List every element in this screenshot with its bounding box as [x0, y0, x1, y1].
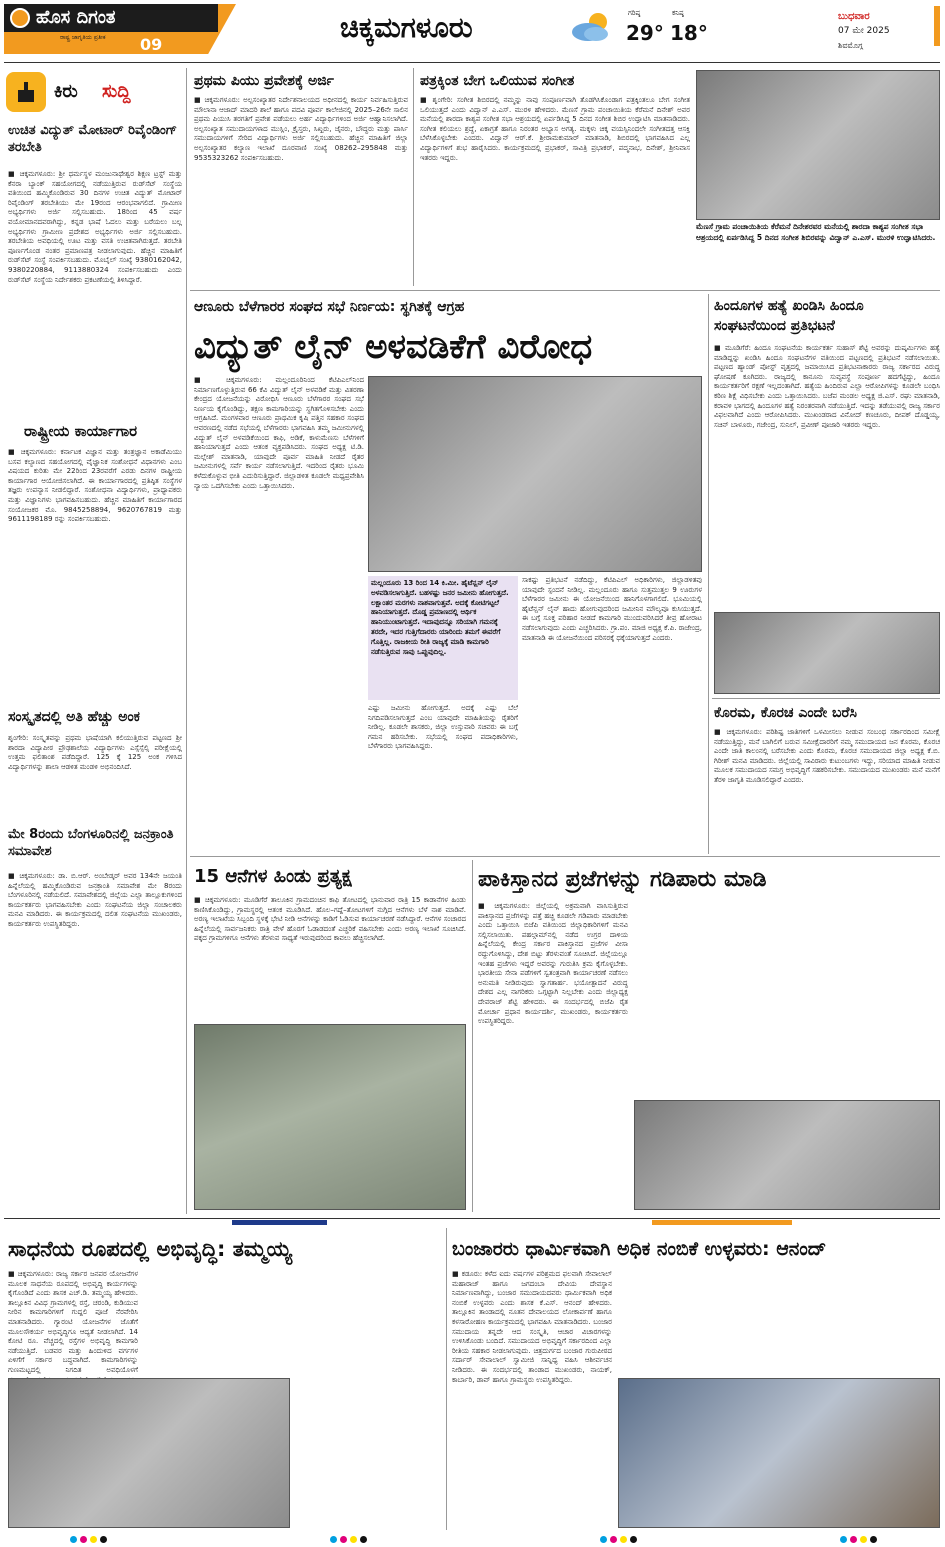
banjara-photo: [618, 1378, 940, 1528]
col1-story1-body: ■ ಚಿಕ್ಕಮಗಳೂರು: ಶ್ರೀ ಧರ್ಮಸ್ಥಳ ಮಂಜುನಾಥೇಶ್ವರ ಶಿಕ್ಷಣ ಟ್ರಸ್ಟ್ ಮತ್ತು ಕೆನರಾ ಬ್ಯಾಂಕ್ ಸಹಯೋಗದಲ್ಲಿ ನಡೆಯುತ್ತಿರುವ ರುಡ್‌ಸೆಟ್ ಸಂಸ್ಥೆಯ ವತಿಯಿಂದ ಹಮ್ಮಿಕೊಂಡಿರುವ 30 ದಿನಗಳ ಉಚಿತ ವಿದ್ಯುತ್ ಮೋಟಾರ್ ರಿವೈಂಡಿಂಗ್ ತರಬೇತಿಯು ಮೇ 19ರಂದ ಆರಂಭವಾಗಲಿದೆ. ಗ್ರಾಮೀಣ ಅಭ್ಯರ್ಥಿಗಳು ಅರ್ಜಿ ಸಲ್ಲಿಸಬಹುದು. 18ರಿಂದ 45 ವರ್ಷ ವಯೋಮಾನದವರಾಗಿದ್ದು, ಕನ್ನಡ ಭಾಷೆ ಓದಲು ಮತ್ತು ಬರೆಯಲು ಬಲ್ಲ ಅಭ್ಯರ್ಥಿಗಳು ಗ್ರಾಮೀಣ ಪ್ರದೇಶದ ಅಭ್ಯರ್ಥಿಗಳು ಅರ್ಜಿ ಸಲ್ಲಿಸಬಹುದು. ತರಬೇತಿಯ ಅವಧಿಯಲ್ಲಿ ಊಟ ಮತ್ತು ವಸತಿ ಉಚಿತವಾಗಿರುತ್ತದೆ. ತರಬೇತಿ ಪೂರ್ಣಗೊಂಡ ನಂತರ ಪ್ರಮಾಣಪತ್ರ ನೀಡಲಾಗುವುದು. ಹೆಚ್ಚಿನ ಮಾಹಿತಿಗೆ ರುಡ್‌ಸೆಟ್ ಸಂಸ್ಥೆ ಸಂಪರ್ಕಿಸಬಹುದು. ಮೊಬೈಲ್ ಸಂಖ್ಯೆ 9380162042, 9380220884, 9113880324 ಸಂಪರ್ಕಿಸಬಹುದು ಎಂದು ರುಡ್‌ಸೆಟ್ ಸಂಸ್ಥೆಯ ನಿರ್ದೇಶಕರು ಪ್ರಕಟಣೆಯಲ್ಲಿ ತಿಳಿಸಿದ್ದಾರೆ.: [8, 170, 182, 284]
brand-tagline: ರಾಷ್ಟ್ರ ಜಾಗೃತಿಯ ಪ್ರತೀಕ: [60, 34, 106, 41]
hindu-title: ಹಿಂದೂಗಳ ಹತ್ಯೆ ಖಂಡಿಸಿ ಹಿಂದೂ ಸಂಘಟನೆಯಿಂದ ಪ್ರತಿಭಟನೆ: [714, 298, 864, 334]
music-body: ■ ಶೃಂಗೇರಿ: ಸಂಗೀತ ಶಿಬಿರದಲ್ಲಿ ನಮ್ಮನ್ನು ನಾವು ಸಂಪೂರ್ಣವಾಗಿ ತೊಡಗಿಸಿಕೊಂಡಾಗ ಪತ್ರಕ್ಕಿಂತಲೂ ಬೇಗ ಸಂಗೀತ ಒಲಿಯುತ್ತದೆ ಎಂದು ವಿದ್ವಾನ್ ಎ.ಎಸ್. ಮುರಳಿ ಹೇಳಿದರು. ಮೆಣಸೆ ಗ್ರಾಮ ಪಂಚಾಯಿತಿಯ ಕೆರೆಮನೆ ದಿನೇಶ್ ಅವರ ಮನೆಯಲ್ಲಿ ಶಾರದಾ ಕಾಶ್ಯಪ ಸಂಗೀತ ಸಭಾ ಆಶ್ರಯದಲ್ಲಿ ಏರ್ಪಡಿಸಿದ್ದ 5 ದಿನದ ಸಂಗೀತ ಶಿಬಿರ ಉದ್ಘಾಟಿಸಿ ಮಾತನಾಡಿದರು. ಸಂಗೀತ ಕಲಿಯಲು ಶ್ರದ್ಧೆ, ಏಕಾಗ್ರತೆ ಹಾಗೂ ನಿರಂತರ ಅಭ್ಯಾಸ ಅಗತ್ಯ. ಮಕ್ಕಳು ಚಿಕ್ಕ ವಯಸ್ಸಿನಿಂದಲೇ ಸಂಗೀತದತ್ತ ಆಸಕ್ತಿ ಬೆಳೆಸಿಕೊಳ್ಳಬೇಕು ಎಂದರು. ವಿದ್ವಾನ್ ಆರ್.ಕೆ. ಶ್ರೀರಾಮಕುಮಾರ್ ಮಾತನಾಡಿ, ಶಿಬಿರದಲ್ಲಿ ಭಾಗವಹಿಸಿದ ಎಲ್ಲ ವಿದ್ಯಾರ್ಥಿಗಳಿಗೆ ಶುಭ ಹಾರೈಸಿದರು. ಕಾರ್ಯಕ್ರಮದಲ್ಲಿ ಪ್ರಭಾಕರ್, ಸಾವಿತ್ರಿ ಪ್ರಭಾಕರ್, ಪದ್ಮನಾಭ, ದಿನೇಶ್, ಶ್ರೀನಿವಾಸ ಇತರರು ಇದ್ದರು.: [420, 96, 690, 162]
hindu-body: ■ ಮೂಡಿಗೆರೆ: ಹಿಂದೂ ಸಂಘಟನೆಯ ಕಾರ್ಯಕರ್ತ ಸುಹಾಸ್ ಶೆಟ್ಟಿ ಅವರನ್ನು ದುಷ್ಕರ್ಮಿಗಳು ಹತ್ಯೆ ಮಾಡಿದ್ದನ್ನು ಖಂಡಿಸಿ ಹಿಂದೂ ಸಂಘಟನೆಗಳ ವತಿಯಿಂದ ಪಟ್ಟಣದಲ್ಲಿ ಪ್ರತಿಭಟನೆ ನಡೆಸಲಾಯಿತು. ಪಟ್ಟಣದ ಹ್ಯಾಂಡ್ ಪೋಸ್ಟ್ ವೃತ್ತದಲ್ಲಿ ಜಮಾಯಿಸಿದ ಪ್ರತಿಭಟನಾಕಾರರು ರಾಜ್ಯ ಸರ್ಕಾರದ ವಿರುದ್ಧ ಘೋಷಣೆ ಕೂಗಿದರು. ರಾಜ್ಯದಲ್ಲಿ ಕಾನೂನು ಸುವ್ಯವಸ್ಥೆ ಸಂಪೂರ್ಣ ಹದಗೆಟ್ಟಿದ್ದು, ಹಿಂದೂ ಕಾರ್ಯಕರ್ತರಿಗೆ ರಕ್ಷಣೆ ಇಲ್ಲದಂತಾಗಿದೆ. ಹತ್ಯೆಯ ಹಿಂದಿರುವ ಎಲ್ಲಾ ಆರೋಪಿಗಳನ್ನು ಕೂಡಲೇ ಬಂಧಿಸಿ ಕಠಿಣ ಶಿಕ್ಷೆ ವಿಧಿಸಬೇಕು ಎಂದು ಒತ್ತಾಯಿಸಿದರು. ಬಜೆಪ ಮಂಡಲ ಅಧ್ಯಕ್ಷ ಜಿ.ಎಸ್. ರಘು ಮಾತನಾಡಿ, ಕರಾವಳಿ ಭಾಗದಲ್ಲಿ ಹಿಂದೂಗಳ ಹತ್ಯೆ ನಿರಂತರವಾಗಿ ನಡೆಯುತ್ತಿದೆ. ಇದನ್ನು ತಡೆಯುವಲ್ಲಿ ರಾಜ್ಯ ಸರ್ಕಾರ ವಿಫಲವಾಗಿದೆ ಎಂದು ಆರೋಪಿಸಿದರು. ಮುಖಂಡರಾದ ವಿನೋದ್ ಕಣಚೂರು, ದೀಪಕ್ ದೊಡ್ಡಯ್ಯ, ಸಚಿನ್ ಬಾಳೂರು, ಗಜೇಂದ್ರ, ಸುನಿಲ್, ಪ್ರವೀಣ್ ಪೂಜಾರಿ ಇತರರು ಇದ್ದರು.: [714, 344, 940, 429]
pak-title: ಪಾಕಿಸ್ತಾನದ ಪ್ರಜೆಗಳನ್ನು ಗಡಿಪಾರು ಮಾಡಿ: [478, 867, 767, 892]
masthead-rule: [4, 62, 940, 63]
kiru-suddi-badge: [6, 70, 166, 114]
banjara-title: ಬಂಜಾರರು ಧಾರ್ಮಿಕವಾಗಿ ಅಧಿಕ ನಂಬಿಕೆ ಉಳ್ಳವರು: ಆನಂದ್: [452, 1238, 827, 1260]
pu-title: ಪ್ರಥಮ ಪಿಯು ಪ್ರವೇಶಕ್ಕೆ ಅರ್ಜಿ: [194, 73, 334, 89]
lead-headline: ವಿದ್ಯುತ್ ಲೈನ್ ಅಳವಡಿಕೆಗೆ ವಿರೋಧ: [194, 327, 593, 367]
col1-divider: [186, 68, 187, 1214]
max-temp-label: ಗರಿಷ್ಠ: [628, 9, 641, 17]
bottom-accent-blue: [232, 1220, 327, 1225]
min-temp-label: ಕನಿಷ್ಠ: [672, 9, 684, 17]
elephants-title: 15 ಆನೆಗಳ ಹಿಂಡು ಪ್ರತ್ಯಕ್ಷ: [194, 866, 352, 887]
lead-body-a: ■ ಚಿಕ್ಕಮಗಳೂರು: ಮಲ್ಲಂದೂರಿನಿಂದ ಕೆಟಿಪಿಎಲ್‌ನಿಂದ ನಿರ್ಮಾಣಗೊಳ್ಳುತ್ತಿರುವ 66 ಕೆವಿ ವಿದ್ಯುತ್ ಲೈನ್ ಅಳವಡಿಕೆ ಮತ್ತು ವಿತರಣಾ ಕೇಂದ್ರದ ಯೋಜನೆಯನ್ನು ವಿರೋಧಿಸಿ ಆಣೂರು ಬೆಳೆಗಾರರ ಸಂಘದ ಸಭೆ ನಿರ್ಣಯ ಕೈಗೊಂಡಿದ್ದು, ತಕ್ಷಣ ಕಾಮಗಾರಿಯನ್ನು ಸ್ಥಗಿತಗೊಳಿಸಬೇಕು ಎಂದು ಆಗ್ರಹಿಸಿದೆ. ಮಂಗಳವಾರ ಆಣೂರು ಪ್ರಾಥಮಿಕ ಕೃಷಿ ಪತ್ತಿನ ಸಹಕಾರ ಸಂಘದ ಆವರಣದಲ್ಲಿ ನಡೆದ ಸಭೆಯಲ್ಲಿ ಬೆಳೆಗಾರರು ಭಾಗವಹಿಸಿ ತಮ್ಮ ಜಮೀನುಗಳಲ್ಲಿ ವಿದ್ಯುತ್ ಲೈನ್ ಅಳವಡಿಕೆಯಿಂದ ಕಾಫಿ, ಅಡಿಕೆ, ಕಾಳುಮೆಣಸು ಬೆಳೆಗಳಿಗೆ ಹಾನಿಯಾಗುತ್ತದೆ ಎಂದು ಆತಂಕ ವ್ಯಕ್ತಪಡಿಸಿದರು. ಸಂಘದ ಅಧ್ಯಕ್ಷ ಟಿ.ಡಿ. ಮಲ್ಲೇಶ್ ಮಾತನಾಡಿ, ಯಾವುದೇ ಪೂರ್ವ ಮಾಹಿತಿ ನೀಡದೆ ರೈತರ ಜಮೀನುಗಳಲ್ಲಿ ಸರ್ವೆ ಕಾರ್ಯ ನಡೆಸಲಾಗುತ್ತಿದೆ. ಇದರಿಂದ ರೈತರು ಭೂಮಿ ಕಳೆದುಕೊಳ್ಳುವ ಭೀತಿ ಎದುರಿಸುತ್ತಿದ್ದಾರೆ. ಜಿಲ್ಲಾಡಳಿತ ಕೂಡಲೇ ಮಧ್ಯಪ್ರವೇಶಿಸಿ ನ್ಯಾಯ ಒದಗಿಸಬೇಕು ಎಂದು ಒತ್ತಾಯಿಸಿದರು.: [194, 376, 364, 490]
col1-story3-title: ಸಂಸ್ಕೃತದಲ್ಲಿ ಅತಿ ಹೆಚ್ಚು ಅಂಕ: [8, 709, 140, 725]
brand-name: ಹೊಸ ದಿಗಂತ: [36, 7, 116, 28]
city-name: ಚಿಕ್ಕಮಗಳೂರು: [340, 11, 473, 44]
max-temp: 29°: [626, 21, 664, 45]
col1-story4-body: ■ ಚಿಕ್ಕಮಗಳೂರು: ಡಾ. ಬಿ.ಆರ್. ಅಂಬೇಡ್ಕರ್ ಅವರ 134ನೇ ಜಯಂತಿ ಹಿನ್ನೆಲೆಯಲ್ಲಿ ಹಮ್ಮಿಕೊಂಡಿರುವ ಜನಕ್ರಾಂತಿ ಸಮಾವೇಶ ಮೇ 8ರಂದು ಬೆಂಗಳೂರಿನಲ್ಲಿ ನಡೆಯಲಿದೆ. ಸಮಾವೇಶದಲ್ಲಿ ಜಿಲ್ಲೆಯ ಎಲ್ಲಾ ತಾಲ್ಲೂಕುಗಳಿಂದ ಕಾರ್ಯಕರ್ತರು ಭಾಗವಹಿಸಬೇಕು ಎಂದು ಸಂಘಟನೆಯ ಜಿಲ್ಲಾ ಸಂಚಾಲಕರು ಮನವಿ ಮಾಡಿದರು. ಈ ಕಾರ್ಯಕ್ರಮದಲ್ಲಿ ದಲಿತ ಸಂಘಟನೆಯ ಮುಖಂಡರು, ಕಾರ್ಯಕರ್ತರು ಉಪಸ್ಥಿತರಿದ್ದರು.: [8, 872, 182, 928]
masthead-accent-bar: [934, 6, 940, 46]
mid-band-rule: [190, 856, 940, 857]
koram-title: ಕೊರಮ, ಕೊರಚ ಎಂದೇ ಬರೆಸಿ: [714, 705, 857, 721]
col1-story2-body: ■ ಚಿಕ್ಕಮಗಳೂರು: ಕರ್ನಾಟಕ ವಿಜ್ಞಾನ ಮತ್ತು ತಂತ್ರಜ್ಞಾನ ಅಕಾಡೆಮಿಯು ಬಸವ ಕಲ್ಯಾಣದ ಸಹಯೋಗದಲ್ಲಿ ವೈಜ್ಞಾನಿಕ ಸಂಶೋಧನೆ ವಿಧಾನಗಳು ಎಂಬ ವಿಷಯದ ಕುರಿತು ಮೇ 22ರಿಂದ 23ರವರೆಗೆ ಎರಡು ದಿನಗಳ ರಾಷ್ಟ್ರೀಯ ಕಾರ್ಯಾಗಾರ ಆಯೋಜಿಸಲಾಗಿದೆ. ಈ ಕಾರ್ಯಾಗಾರದಲ್ಲಿ ಪ್ರತಿಷ್ಠಿತ ಸಂಸ್ಥೆಗಳ ತಜ್ಞರು ಉಪನ್ಯಾಸ ನೀಡಲಿದ್ದಾರೆ. ಸಂಶೋಧನಾ ವಿದ್ಯಾರ್ಥಿಗಳು, ಪ್ರಾಧ್ಯಾಪಕರು ಮತ್ತು ವಿಜ್ಞಾನಿಗಳು ಭಾಗವಹಿಸಬಹುದು. ಹೆಚ್ಚಿನ ಮಾಹಿತಿಗೆ ಕಾರ್ಯಾಗಾರದ ಸಂಯೋಜಕರ ಮೊ. 9845258894, 9620767819 ಮತ್ತು 9611198189 ರನ್ನು ಸಂಪರ್ಕಿಸಬಹುದು.: [8, 448, 182, 524]
top-band-rule: [190, 290, 940, 291]
hindu-photo: [714, 612, 940, 694]
suddi-label: ಸುದ್ದಿ: [102, 81, 131, 102]
banjara-body: ■ ಕಡೂರು: ಕಳೆದ ಐದು ವರ್ಷಗಳ ಪರಿಶ್ರಮದ ಫಲವಾಗಿ ಸೇವಾಲಾಲ್ ಮಹಾರಾಜ್ ಹಾಗೂ ಜಗದಂಬಾ ದೇವಿಯ ದೇವಸ್ಥಾನ ನಿರ್ಮಾಣವಾಗಿದ್ದು, ಬಂಜಾರ ಸಮುದಾಯದವರು ಧಾರ್ಮಿಕವಾಗಿ ಅಧಿಕ ನಂಬಿಕೆ ಉಳ್ಳವರು ಎಂದು ಶಾಸಕ ಕೆ.ಎಸ್. ಆನಂದ್ ಹೇಳಿದರು. ತಾಲ್ಲೂಕಿನ ತಾಂಡಾದಲ್ಲಿ ನೂತನ ದೇವಾಲಯದ ಲೋಕಾರ್ಪಣೆ ಹಾಗೂ ಕಳಸಾರೋಹಣ ಕಾರ್ಯಕ್ರಮದಲ್ಲಿ ಭಾಗವಹಿಸಿ ಮಾತನಾಡಿದರು. ಬಂಜಾರ ಸಮುದಾಯ ತನ್ನದೇ ಆದ ಸಂಸ್ಕೃತಿ, ಆಚಾರ ವಿಚಾರಗಳನ್ನು ಉಳಿಸಿಕೊಂಡು ಬಂದಿದೆ. ಸಮುದಾಯದ ಅಭಿವೃದ್ಧಿಗೆ ಸರ್ಕಾರದಿಂದ ಎಲ್ಲಾ ರೀತಿಯ ಸಹಕಾರ ನೀಡಲಾಗುವುದು. ಚಿತ್ರದುರ್ಗದ ಬಂಜಾರ ಗುರುಪೀಠದ ಸರ್ದಾರ್ ಸೇವಾಲಾಲ್ ಸ್ವಾಮೀಜಿ ಸಾನ್ನಿಧ್ಯ ವಹಿಸಿ ಆಶೀರ್ವಚನ ನೀಡಿದರು. ಈ ಸಂದರ್ಭದಲ್ಲಿ ತಾಂಡಾದ ಮುಖಂಡರು, ನಾಯಕ್, ಕಾರ್ಬಾರಿ, ಡಾವ್ ಹಾಗೂ ಗ್ರಾಮಸ್ಥರು ಉಪಸ್ಥಿತರಿದ್ದರು.: [452, 1270, 612, 1384]
dev-body: ■ ಚಿಕ್ಕಮಗಳೂರು: ರಾಜ್ಯ ಸರ್ಕಾರ ಜನಪರ ಯೋಜನೆಗಳ ಮೂಲಕ ಸಾಧನೆಯ ರೂಪದಲ್ಲಿ ಅಭಿವೃದ್ಧಿ ಕಾರ್ಯಗಳನ್ನು ಕೈಗೊಂಡಿದೆ ಎಂದು ಶಾಸಕ ಎಚ್.ಡಿ. ತಮ್ಮಯ್ಯ ಹೇಳಿದರು. ತಾಲ್ಲೂಕಿನ ವಿವಿಧ ಗ್ರಾಮಗಳಲ್ಲಿ ರಸ್ತೆ, ಚರಂಡಿ, ಕುಡಿಯುವ ನೀರಿನ ಕಾಮಗಾರಿಗಳಿಗೆ ಗುದ್ದಲಿ ಪೂಜೆ ನೆರವೇರಿಸಿ ಮಾತನಾಡಿದರು. ಗ್ಯಾರಂಟಿ ಯೋಜನೆಗಳ ಜೊತೆಗೆ ಮೂಲಸೌಕರ್ಯ ಅಭಿವೃದ್ಧಿಗೂ ಆದ್ಯತೆ ನೀಡಲಾಗಿದೆ. 14 ಕೋಟಿ ರೂ. ವೆಚ್ಚದಲ್ಲಿ ರಸ್ತೆಗಳ ಅಭಿವೃದ್ಧಿ ಕಾಮಗಾರಿ ನಡೆಯುತ್ತಿದೆ. ಬಡವರ ಮತ್ತು ಹಿಂದುಳಿದ ವರ್ಗಗಳ ಏಳಿಗೆಗೆ ಸರ್ಕಾರ ಬದ್ಧವಾಗಿದೆ. ಕಾಮಗಾರಿಗಳನ್ನು ಗುಣಮಟ್ಟದಲ್ಲಿ ನಿಗದಿತ ಅವಧಿಯೊಳಗೆ: [8, 1270, 138, 1374]
music-photo-caption: ಮೆಣಸೆ ಗ್ರಾಮ ಪಂಚಾಯಿತಿಯ ಕೆರೆಮನೆ ದಿನೇಶರವರ ಮನೆಯಲ್ಲಿ ಶಾರದಾ ಕಾಶ್ಯಪ ಸಂಗೀತ ಸಭಾ ಆಶ್ರಯದಲ್ಲಿ ಏರ್ಪಡಿಸಿದ್ದ 5 ದಿನದ ಸಂಗೀತ ಶಿಬಿರವನ್ನು ವಿದ್ವಾನ್ ಎ.ಎಸ್. ಮುರಳಿ ಉದ್ಘಾಟಿಸಿದರು.: [696, 222, 936, 242]
bottom-accent-orange: [652, 1220, 792, 1225]
col1-story3-body: ಶೃಂಗೇರಿ: ಸಂಸ್ಕೃತವನ್ನು ಪ್ರಥಮ ಭಾಷೆಯಾಗಿ ಕಲಿಯುತ್ತಿರುವ ಪಟ್ಟಣದ ಶ್ರೀ ಶಾರದಾ ವಿದ್ಯಾಪೀಠ ಪ್ರೌಢಶಾಲೆಯ ವಿದ್ಯಾರ್ಥಿಗಳು ಎಸ್ಸೆಸ್ಸೆಲ್ಸಿ ಪರೀಕ್ಷೆಯಲ್ಲಿ ಉತ್ತಮ ಫಲಿತಾಂಶ ಪಡೆದಿದ್ದಾರೆ. 125 ಕ್ಕೆ 125 ಅಂಕ ಗಳಿಸಿದ ವಿದ್ಯಾರ್ಥಿಗಳನ್ನು ಶಾಲಾ ಆಡಳಿತ ಮಂಡಳಿ ಅಭಿನಂದಿಸಿದೆ.: [8, 734, 182, 771]
registration-marks-far-right: [840, 1536, 877, 1543]
kiru-label: ಕಿರು: [54, 81, 78, 102]
pak-body: ■ ಚಿಕ್ಕಮಗಳೂರು: ಜಿಲ್ಲೆಯಲ್ಲಿ ಅಕ್ರಮವಾಗಿ ವಾಸಿಸುತ್ತಿರುವ ಪಾಕಿಸ್ತಾನದ ಪ್ರಜೆಗಳನ್ನು ಪತ್ತೆ ಹಚ್ಚಿ ಕೂಡಲೇ ಗಡಿಪಾರು ಮಾಡಬೇಕು ಎಂದು ಒತ್ತಾಯಿಸಿ ಬಿಜೆಪಿ ವತಿಯಿಂದ ಜಿಲ್ಲಾಧಿಕಾರಿಗಳಿಗೆ ಮನವಿ ಸಲ್ಲಿಸಲಾಯಿತು. ಪಹಲ್ಗಾಮ್‌ನಲ್ಲಿ ನಡೆದ ಉಗ್ರರ ದಾಳಿಯ ಹಿನ್ನೆಲೆಯಲ್ಲಿ ಕೇಂದ್ರ ಸರ್ಕಾರ ಪಾಕಿಸ್ತಾನದ ಪ್ರಜೆಗಳ ವೀಸಾ ರದ್ದುಗೊಳಿಸಿದ್ದು, ದೇಶ ಬಿಟ್ಟು ತೆರಳುವಂತೆ ಸೂಚಿಸಿದೆ. ಜಿಲ್ಲೆಯಲ್ಲೂ ಇಂತಹ ಪ್ರಜೆಗಳು ಇದ್ದರೆ ಅವರನ್ನು ಗುರುತಿಸಿ ಕ್ರಮ ಕೈಗೊಳ್ಳಬೇಕು. ಭಾರತೀಯ ಸೇನಾ ಪಡೆಗಳಿಗೆ ಸ್ವತಂತ್ರವಾಗಿ ಕಾರ್ಯಾಚರಣೆ ನಡೆಸಲು ಅನುಮತಿ ನೀಡಿರುವುದು ಸ್ವಾಗತಾರ್ಹ. ಭಯೋತ್ಪಾದನೆ ವಿರುದ್ಧ ದೇಶದ ಎಲ್ಲ ನಾಗರಿಕರು ಒಗ್ಗಟ್ಟಾಗಿ ನಿಲ್ಲಬೇಕು ಎಂದು ಜಿಲ್ಲಾಧ್ಯಕ್ಷ ದೇವರಾಜ್ ಶೆಟ್ಟಿ ಹೇಳಿದರು. ಈ ಸಂದರ್ಭದಲ್ಲಿ ಬಿಜೆಪಿ ರೈತ ಮೋರ್ಚಾ ಪ್ರಧಾನ ಕಾರ್ಯದರ್ಶಿ, ಮುಖಂಡರು, ಕಾರ್ಯಕರ್ತರು ಉಪಸ್ಥಿತರಿದ್ದರು.: [478, 902, 628, 1026]
page-number: 09: [140, 35, 163, 54]
dev-body-col3: [296, 1270, 442, 1528]
lead-photo: [368, 376, 702, 572]
elephants-photo: [194, 1024, 466, 1210]
lead-body-b: ಸಾಕಷ್ಟು ಪ್ರತಿಭಟನೆ ನಡೆದಿದ್ದು, ಕೆಟಿಪಿಎಲ್ ಅಧಿಕಾರಿಗಳು, ಜಿಲ್ಲಾಡಳಿತವು ಯಾವುದೇ ಸ್ಪಂದನೆ ನೀಡಿಲ್ಲ. ಮಲ್ಲಂದೂರು ಹಾಗೂ ಸುತ್ತಮುತ್ತಲ 9 ಊರುಗಳ ಬೆಳೆಗಾರರ ಜಮೀನು ಈ ಯೋಜನೆಯಿಂದ ಹಾನಿಗೊಳಗಾಗಲಿದೆ. ಭೂಮಿಯಲ್ಲಿ ಹೈಟೆನ್ಷನ್ ಲೈನ್ ಹಾದು ಹೋಗುವುದರಿಂದ ಜಮೀನಿನ ಮೌಲ್ಯವೂ ಕುಸಿಯುತ್ತದೆ. ಈ ಬಗ್ಗೆ ಸೂಕ್ತ ಪರಿಹಾರ ನೀಡದೆ ಕಾಮಗಾರಿ ಮುಂದುವರಿಸಿದರೆ ತೀವ್ರ ಹೋರಾಟ ನಡೆಸಲಾಗುವುದು ಎಂದು ಎಚ್ಚರಿಸಿದರು. ಗ್ರಾ.ಪಂ. ಮಾಜಿ ಅಧ್ಯಕ್ಷ ಕೆ.ಪಿ. ರಾಜೇಂದ್ರ, ಮಾತನಾಡಿ ಈ ಯೋಜನೆಯಿಂದ ಪರಿಸರಕ್ಕೆ ಧಕ್ಕೆಯಾಗುತ್ತದೆ ಎಂದರು.: [522, 576, 702, 642]
registration-marks-right: [600, 1536, 637, 1543]
weather-icon: [568, 10, 614, 44]
col1-story4-title: ಮೇ 8ರಂದು ಬೆಂಗಳೂರಿನಲ್ಲಿ ಜನಕ್ರಾಂತಿ ಸಮಾವೇಶ: [8, 827, 174, 859]
pak-photo: [634, 1100, 940, 1210]
pak-body-col2: [634, 902, 784, 1096]
dev-title: ಸಾಧನೆಯ ರೂಪದಲ್ಲಿ ಅಭಿವೃದ್ಧಿ: ತಮ್ಮಯ್ಯ: [8, 1237, 293, 1261]
min-temp: 18°: [670, 21, 708, 45]
dev-body-col2: [144, 1270, 290, 1374]
col1-story2-title: ರಾಷ್ಟ್ರೀಯ ಕಾರ್ಯಾಗಾರ: [24, 422, 138, 440]
lead-body-c: ಎಷ್ಟು ಜಮೀನು ಹೋಗುತ್ತದೆ. ಅದಕ್ಕೆ ಎಷ್ಟು ಬೆಲೆ ನಿಗದಿಪಡಿಸಲಾಗುತ್ತದೆ ಎಂಬ ಯಾವುದೇ ಮಾಹಿತಿಯನ್ನು ರೈತರಿಗೆ ನೀಡಿಲ್ಲ. ಕೂಡಲೇ ಶಾಸಕರು, ಜಿಲ್ಲಾ ಉಸ್ತುವಾರಿ ಸಚಿವರು ಈ ಬಗ್ಗೆ ಗಮನ ಹರಿಸಬೇಕು. ಸಭೆಯಲ್ಲಿ ಸಂಘದ ಪದಾಧಿಕಾರಿಗಳು, ಬೆಳೆಗಾರರು ಭಾಗವಹಿಸಿದ್ದರು.: [368, 704, 518, 751]
brand-logo-icon: [10, 8, 30, 28]
issue-date: 07 ಮೇ 2025: [838, 26, 890, 36]
col1-story1-title: ಉಚಿತ ವಿದ್ಯುತ್ ಮೋಟಾರ್ ರಿವೈಂಡಿಂಗ್ ತರಬೇತಿ: [8, 123, 178, 155]
music-title: ಪತ್ರಕ್ಕಿಂತ ಬೇಗ ಒಲಿಯುವ ಸಂಗೀತ: [420, 73, 575, 89]
lead-kicker: ಆಣೂರು ಬೆಳೆಗಾರರ ಸಂಘದ ಸಭೆ ನಿರ್ಣಯ: ಸ್ಥಗಿತಕ್ಕೆ ಆಗ್ರಹ: [194, 299, 465, 315]
registration-marks-left: [70, 1536, 107, 1543]
pu-divider: [413, 68, 414, 286]
edition-name: ಶಿವಮೊಗ್ಗ: [838, 41, 863, 50]
bottom-band-rule: [4, 1218, 940, 1219]
lead-photo-caption: ಮಲ್ಲಂದೂರು 13 ರಿಂದ 14 ಕಿ.ಮೀ. ಹೈಟೆನ್ಷನ್ ಲೈನ್ ಅಳವಡಿಸಲಾಗುತ್ತಿದೆ. ಬಹಳಷ್ಟು ಜನರ ಜಮೀನು ಹೋಗುತ್ತದೆ. ಲಕ್ಷಾಂತರ ಮರಗಳು ನಾಶವಾಗುತ್ತವೆ. ಅದಕ್ಕೆ ಕೋಟಿಗಟ್ಟಲೆ ಹಾನಿಯಾಗುತ್ತದೆ. ದೊಡ್ಡ ಪ್ರಮಾಣದಲ್ಲಿ ಆರ್ಥಿಕ ಹಾನಿಯುಂಟಾಗುತ್ತದೆ. ಇದಾವುದನ್ನೂ ಸರಿಯಾಗಿ ಗಮನಕ್ಕೆ ತರದೇ, ಇದರ ಗುತ್ತಿಗೆದಾರರು ಯಾರಿಂದು ತಮಗೆ ಈವರೆಗೆ ಗೊತ್ತಿಲ್ಲ. ರಾಜಕೀಯ ರೀತಿ ರಾಜ್ಯಕ್ಕೆ ಮಾಡಿ ಕಾಮಗಾರಿ ನಡೆಸುತ್ತಿರುವ ಸಾವು ಒಪ್ಪುವುದಿಲ್ಲ.: [368, 576, 518, 700]
banjara-body-col3: [774, 1270, 940, 1374]
masthead: [0, 0, 945, 58]
dev-divider: [446, 1228, 447, 1530]
pu-body: ■ ಚಿಕ್ಕಮಗಳೂರು: ಅಲ್ಪಸಂಖ್ಯಾತರ ನಿರ್ದೇಶನಾಲಯದ ಅಧೀನದಲ್ಲಿ ಕಾರ್ಯ ನಿರ್ವಹಿಸುತ್ತಿರುವ ಮೌಲಾನಾ ಆಜಾದ್ ಮಾದರಿ ಶಾಲೆ ಹಾಗೂ ಪದವಿ ಪೂರ್ವ ಕಾಲೇಜಿನಲ್ಲಿ 2025–26ನೇ ಸಾಲಿನ ಪ್ರಥಮ ಪಿಯುಸಿ ತರಗತಿಗೆ ಪ್ರವೇಶ ಪಡೆಯಲು ಅರ್ಹ ವಿದ್ಯಾರ್ಥಿಗಳಿಂದ ಅರ್ಜಿ ಆಹ್ವಾನಿಸಲಾಗಿದೆ. ಅಲ್ಪಸಂಖ್ಯಾತ ಸಮುದಾಯಗಳಾದ ಮುಸ್ಲಿಂ, ಕ್ರೈಸ್ತರು, ಸಿಖ್ಖರು, ಜೈನರು, ಬೌದ್ಧರು ಮತ್ತು ಪಾರ್ಸಿ ಸಮುದಾಯಗಳಿಗೆ ಸೇರಿದ ವಿದ್ಯಾರ್ಥಿಗಳು ಅರ್ಜಿ ಸಲ್ಲಿಸಬಹುದು. ಹೆಚ್ಚಿನ ಮಾಹಿತಿಗೆ ಜಿಲ್ಲಾ ಅಲ್ಪಸಂಖ್ಯಾತರ ಕಲ್ಯಾಣ ಇಲಾಖೆ ದೂರವಾಣಿ ಸಂಖ್ಯೆ 08262–295848 ಮತ್ತು 9535323262 ಸಂಪರ್ಕಿಸಬಹುದು.: [194, 96, 408, 162]
lead-divider: [708, 294, 709, 854]
dev-photo: [8, 1378, 290, 1528]
hindu-rule: [712, 698, 940, 699]
music-photo: [696, 70, 940, 220]
elephants-divider: [472, 860, 473, 1212]
banjara-body-col2: [618, 1270, 768, 1374]
weekday: ಬುಧವಾರ: [838, 11, 870, 22]
hand-icon: [6, 72, 46, 112]
koram-body: ■ ಚಿಕ್ಕಮಗಳೂರು: ಪರಿಶಿಷ್ಟ ಜಾತಿಗಳಿಗೆ ಒಳಮೀಸಲು ನೀಡುವ ಸಂಬಂಧ ಸರ್ಕಾರದಿಂದ ಸಮೀಕ್ಷೆ ನಡೆಯುತ್ತಿದ್ದು, ಮನೆ ಬಾಗಿಲಿಗೆ ಬರುವ ಸಮೀಕ್ಷೆದಾರರಿಗೆ ನಮ್ಮ ಸಮುದಾಯದ ಜನ ಕೊರಮ, ಕೊರಚ ಎಂದೇ ಜಾತಿ ಕಾಲಂನಲ್ಲಿ ಬರೆಸಬೇಕು ಎಂದು ಕೊರಮ, ಕೊರಚ ಸಮುದಾಯದ ಜಿಲ್ಲಾ ಅಧ್ಯಕ್ಷ ಕೆ.ಬಿ. ಗಿರೀಶ್ ಮನವಿ ಮಾಡಿದರು. ಜಿಲ್ಲೆಯಲ್ಲಿ ಸಾವಿರಾರು ಕುಟುಂಬಗಳು ಇದ್ದು, ಸರಿಯಾದ ಮಾಹಿತಿ ನೀಡುವ ಮೂಲಕ ಸಮುದಾಯದ ಸಮಗ್ರ ಅಭಿವೃದ್ಧಿಗೆ ಸಹಕರಿಸಬೇಕು. ಸಮುದಾಯದ ಮುಖಂಡರು ಮನೆ ಮನೆಗೆ ತೆರಳಿ ಜಾಗೃತಿ ಮೂಡಿಸಲಿದ್ದಾರೆ ಎಂದರು.: [714, 728, 940, 784]
elephants-body: ■ ಚಿಕ್ಕಮಗಳೂರು: ಮೂಡಿಗೆರೆ ತಾಲೂಕಿನ ಗ್ರಾಮದಂಚಿನ ಕಾಫಿ ತೋಟದಲ್ಲಿ ಭಾನುವಾರ ರಾತ್ರಿ 15 ಕಾಡಾನೆಗಳ ಹಿಂಡು ಕಾಣಿಸಿಕೊಂಡಿದ್ದು, ಗ್ರಾಮಸ್ಥರಲ್ಲಿ ಆತಂಕ ಮೂಡಿಸಿದೆ. ಹೊಲ–ಗದ್ದೆ–ತೋಟಗಳಿಗೆ ನುಗ್ಗಿದ ಆನೆಗಳು ಬೆಳೆ ನಾಶ ಮಾಡಿವೆ. ಅರಣ್ಯ ಇಲಾಖೆಯ ಸಿಬ್ಬಂದಿ ಸ್ಥಳಕ್ಕೆ ಭೇಟಿ ನೀಡಿ ಆನೆಗಳನ್ನು ಕಾಡಿಗೆ ಓಡಿಸುವ ಕಾರ್ಯಾಚರಣೆ ನಡೆಸಿದ್ದಾರೆ. ಆನೆಗಳ ಸಂಚಾರದ ಹಿನ್ನೆಲೆಯಲ್ಲಿ ಸಾರ್ವಜನಿಕರು ರಾತ್ರಿ ವೇಳೆ ಹೊರಗೆ ಓಡಾಡದಂತೆ ಎಚ್ಚರಿಕೆ ವಹಿಸಬೇಕು ಎಂದು ಅರಣ್ಯ ಇಲಾಖೆ ಸೂಚಿಸಿದೆ. ಪಕ್ಕದ ಗ್ರಾಮಗಳಿಗೂ ಆನೆಗಳು ತೆರಳುವ ಸಾಧ್ಯತೆ ಇರುವುದರಿಂದ ಕಾವಲು ಹೆಚ್ಚಿಸಲಾಗಿದೆ.: [194, 896, 466, 943]
registration-marks-center: [330, 1536, 367, 1543]
